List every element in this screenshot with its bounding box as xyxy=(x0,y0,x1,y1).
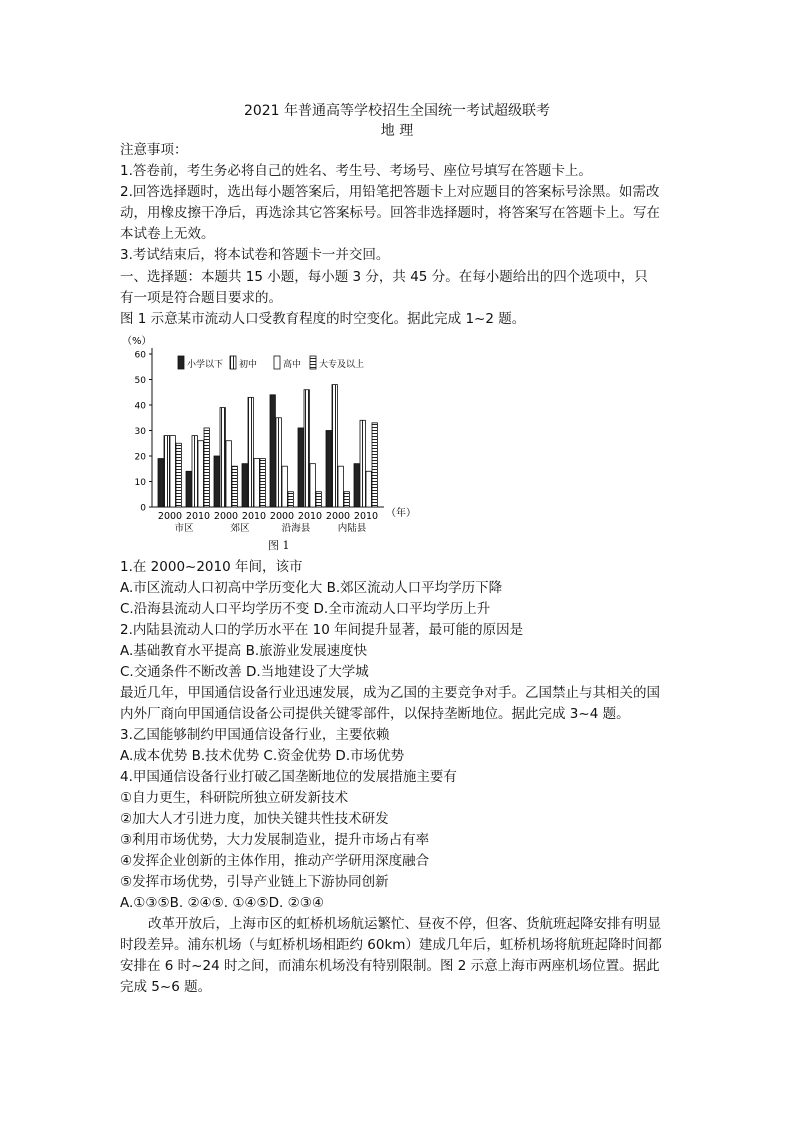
education-bar-chart xyxy=(118,330,418,550)
section-heading: 一、选择题：本题共 15 小题，每小题 3 分，共 45 分。在每小题给出的四个选项中，只 xyxy=(120,269,648,285)
x-axis-unit: （年） xyxy=(386,508,416,519)
note-1: 1.答卷前，考生务必将自己的姓名、考生号、考场号、座位号填写在答题卡上。 xyxy=(120,163,592,179)
y-axis-unit: （%） xyxy=(122,336,152,347)
bar-1 xyxy=(158,459,163,507)
bar-3 xyxy=(198,441,203,507)
region-label: 市区 xyxy=(174,523,194,534)
bar-3 xyxy=(282,466,287,507)
bar-3 xyxy=(366,471,371,507)
bar-4 xyxy=(260,459,265,507)
bar-1 xyxy=(326,431,331,508)
bar-4 xyxy=(372,423,377,507)
passage-5-6-line-4: 完成 5~6 题。 xyxy=(120,979,212,995)
bar-2 xyxy=(332,385,337,507)
question-2-options-ab: A.基础教育水平提高 B.旅游业发展速度快 xyxy=(120,643,368,659)
question-1-options-cd: C.沿海县流动人口平均学历不变 D.全市流动人口平均学历上升 xyxy=(120,601,491,617)
x-tick-label: 2000 xyxy=(157,511,183,522)
passage-3-4-cont: 内外厂商向甲国通信设备公司提供关键零部件，以保持垄断地位。据此完成 3~4 题。 xyxy=(120,706,630,722)
bar-2 xyxy=(360,420,365,507)
y-tick-label: 50 xyxy=(134,376,146,386)
notes-heading: 注意事项： xyxy=(120,142,188,158)
legend-label: 高中 xyxy=(283,360,302,370)
passage-5-6: 改革开放后，上海市区的虹桥机场航运繁忙、昼夜不停，但客、货航班起降安排有明显 xyxy=(148,916,661,932)
passage-5-6-line-3: 安排在 6 时~24 时之间，而浦东机场没有特别限制。图 2 示意上海市两座机场位置。据此 xyxy=(120,958,660,974)
question-1-options-ab: A.市区流动人口初高中学历变化大 B.郊区流动人口平均学历下降 xyxy=(120,580,503,596)
bar-1 xyxy=(242,464,247,507)
y-tick-label: 20 xyxy=(134,452,146,463)
x-tick-label: 2010 xyxy=(297,511,323,522)
bar-2 xyxy=(276,418,281,507)
question-2: 2.内陆县流动人口的学历水平在 10 年间提升显著，最可能的原因是 xyxy=(120,622,524,638)
legend-label: 大专及以上 xyxy=(319,360,365,370)
bar-4 xyxy=(176,443,181,507)
subject-title: 地 理 xyxy=(380,123,414,139)
region-label: 沿海县 xyxy=(281,523,311,534)
note-3: 3.考试结束后，将本试卷和答题卡一并交回。 xyxy=(120,247,390,263)
question-4-item-5: ⑤发挥市场优势，引导产业链上下游协同创新 xyxy=(120,874,389,890)
bar-2 xyxy=(248,397,253,507)
passage-5-6-line-2: 时段差异。浦东机场（与虹桥机场相距约 60km）建成几年后，虹桥机场将航班起降时间都 xyxy=(120,937,662,953)
region-label: 内陆县 xyxy=(337,523,367,534)
bar-3 xyxy=(338,466,343,507)
legend-swatch xyxy=(274,356,280,369)
bar-2 xyxy=(304,390,309,507)
question-4: 4.甲国通信设备行业打破乙国垄断地位的发展措施主要有 xyxy=(120,769,457,785)
legend-label: 小学以下 xyxy=(187,360,224,370)
question-4-options: A.①③⑤B. ②④⑤. ①④⑤D. ②③④ xyxy=(120,895,324,911)
region-label: 郊区 xyxy=(230,523,250,534)
bar-1 xyxy=(186,471,191,507)
section-heading-cont: 有一项是符合题目要求的。 xyxy=(120,290,282,306)
x-tick-label: 2010 xyxy=(185,511,211,522)
bar-4 xyxy=(316,492,321,507)
bar-2 xyxy=(220,408,225,507)
bar-3 xyxy=(170,436,175,507)
question-4-item-4: ④发挥企业创新的主体作用，推动产学研用深度融合 xyxy=(120,853,430,869)
x-tick-label: 2000 xyxy=(325,511,351,522)
bar-3 xyxy=(254,459,259,507)
bar-3 xyxy=(226,441,231,507)
bar-4 xyxy=(232,466,237,507)
bar-4 xyxy=(204,428,209,507)
bar-1 xyxy=(298,428,303,507)
x-tick-label: 2000 xyxy=(213,511,239,522)
bar-1 xyxy=(214,456,219,507)
bar-1 xyxy=(354,464,359,507)
bar-3 xyxy=(310,464,315,507)
bar-4 xyxy=(288,492,293,507)
passage-3-4: 最近几年，甲国通信设备行业迅速发展，成为乙国的主要竞争对手。乙国禁止与其相关的国 xyxy=(120,685,660,701)
bar-1 xyxy=(270,395,275,507)
figure-intro: 图 1 示意某市流动人口受教育程度的时空变化。据此完成 1~2 题。 xyxy=(120,311,526,327)
question-1: 1.在 2000~2010 年间，该市 xyxy=(120,559,303,575)
y-tick-label: 40 xyxy=(134,401,146,412)
y-tick-label: 30 xyxy=(134,427,146,437)
legend-label: 初中 xyxy=(239,360,258,370)
x-tick-label: 2000 xyxy=(269,511,295,522)
figure-caption: 图 1 xyxy=(268,539,290,552)
question-4-item-3: ③利用市场优势，大力发展制造业，提升市场占有率 xyxy=(120,832,430,848)
x-tick-label: 2010 xyxy=(353,511,379,522)
exam-title: 2021 年普通高等学校招生全国统一考试超级联考 xyxy=(243,103,551,119)
question-3: 3.乙国能够制约甲国通信设备行业，主要依赖 xyxy=(120,727,390,743)
question-2-options-cd: C.交通条件不断改善 D.当地建设了大学城 xyxy=(120,664,369,680)
question-3-options: A.成本优势 B.技术优势 C.资金优势 D.市场优势 xyxy=(120,748,405,764)
note-2: 2.回答选择题时，选出每小题答案后，用铅笔把答题卡上对应题目的答案标号涂黑。如需改 xyxy=(120,184,660,200)
y-tick-label: 60 xyxy=(134,350,146,361)
legend-swatch xyxy=(230,356,236,369)
note-2-cont: 动，用橡皮擦干净后，再选涂其它答案标号。回答非选择题时，将答案写在答题卡上。写在 xyxy=(120,205,660,221)
bar-4 xyxy=(344,492,349,507)
legend-swatch xyxy=(310,356,316,369)
bar-2 xyxy=(164,436,169,507)
bar-2 xyxy=(192,436,197,507)
question-4-item-1: ①自力更生，科研院所独立研发新技术 xyxy=(120,790,349,806)
legend-swatch xyxy=(178,356,184,369)
note-2-end: 本试卷上无效。 xyxy=(120,226,215,242)
y-tick-label: 0 xyxy=(140,503,146,514)
y-tick-label: 10 xyxy=(134,478,146,488)
question-4-item-2: ②加大人才引进力度，加快关键共性技术研发 xyxy=(120,811,389,827)
x-tick-label: 2010 xyxy=(241,511,267,522)
